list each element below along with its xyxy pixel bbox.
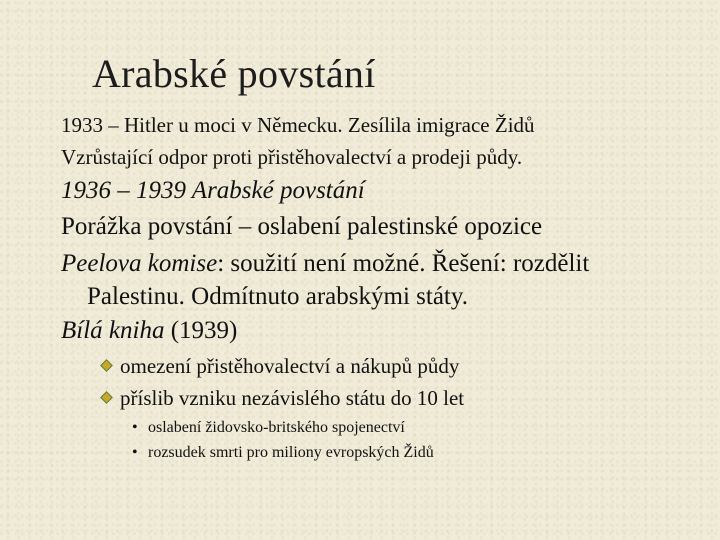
list-item-text: příslib vzniku nezávislého státu do 10 let (120, 386, 465, 410)
peel-commission-label: Peelova komise (61, 250, 218, 277)
text-line-1933: 1933 – Hitler u moci v Německu. Zesílila imigrace Židů (61, 113, 535, 137)
list-item-text: omezení přistěhovalectví a nákupů půdy (120, 354, 460, 378)
white-paper-year: (1939) (164, 317, 238, 344)
list-item (132, 419, 405, 437)
diamond-bullet-icon (100, 391, 113, 404)
list-item (102, 354, 459, 379)
text-line-defeat: Porážka povstání – oslabení palestinské opozice (61, 213, 543, 240)
diamond-bullet-icon (100, 359, 113, 372)
peel-commission-text: : soužití není možné. Řešení: rozdělit (217, 250, 590, 277)
text-line-uprising: 1936 – 1939 Arabské povstání (61, 177, 365, 204)
text-line-peel-commission (61, 250, 589, 278)
list-item-text: oslabení židovsko-britského spojenectví (148, 419, 405, 436)
dot-bullet-icon: • (132, 444, 138, 461)
list-item (102, 386, 464, 411)
dot-bullet-icon: • (132, 419, 138, 436)
list-item-text: rozsudek smrti pro miliony evropských Židů (148, 444, 434, 461)
text-line-white-paper (61, 317, 237, 345)
white-paper-label: Bílá kniha (61, 317, 165, 344)
text-line-peel-continuation: Palestinu. Odmítnuto arabskými státy. (87, 283, 468, 310)
text-line-opposition: Vzrůstající odpor proti přistěhovalectví a prodeji půdy. (61, 145, 523, 169)
slide-title: Arabské povstání (92, 51, 376, 96)
list-item (132, 444, 434, 462)
